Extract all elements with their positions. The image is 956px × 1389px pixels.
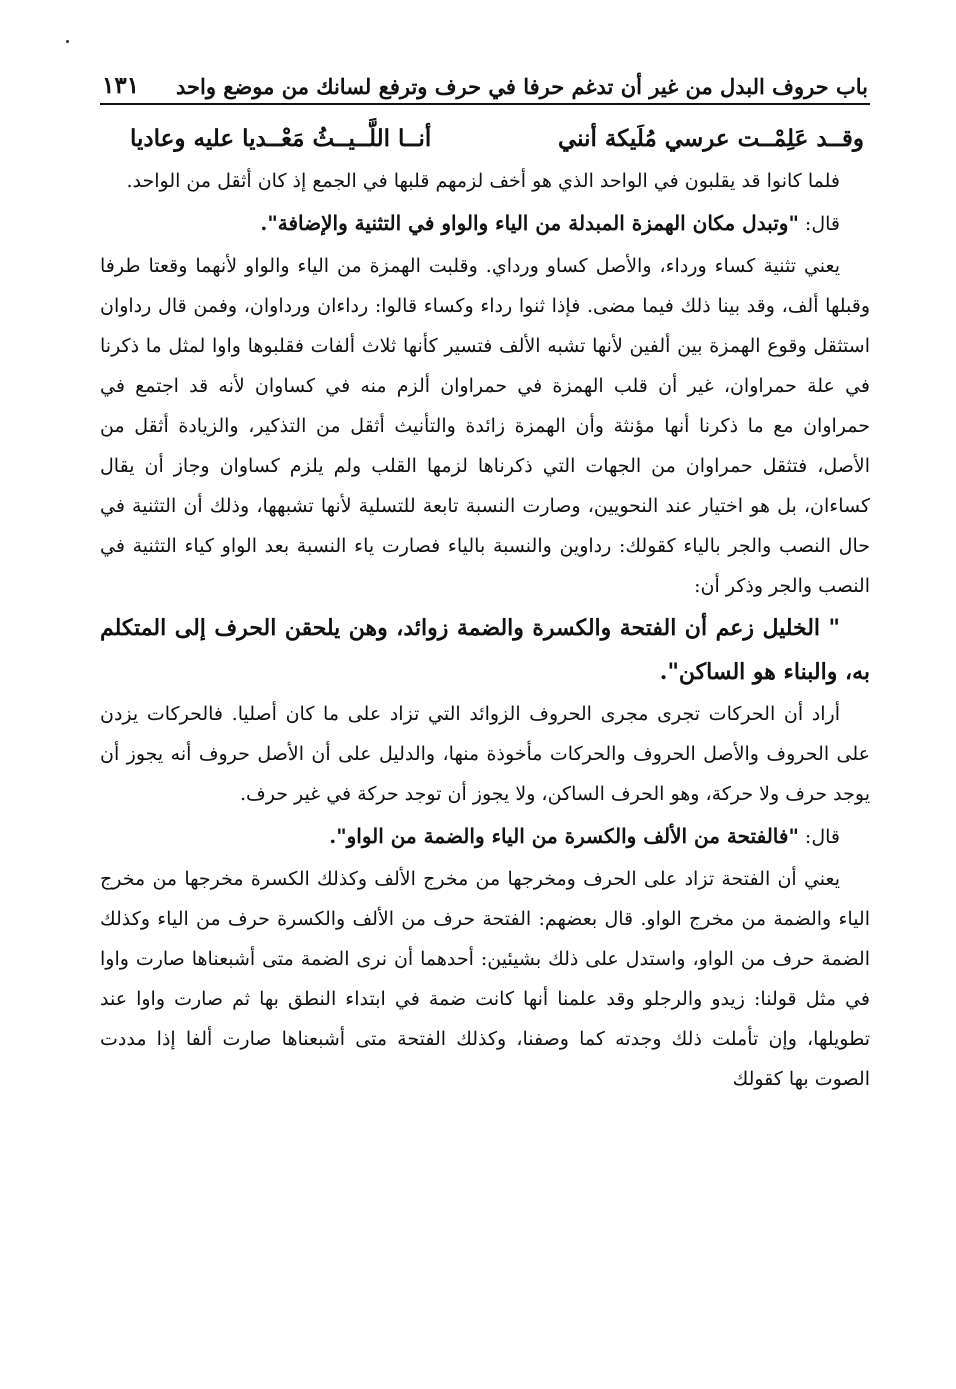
book-page xyxy=(100,55,870,1355)
scan-speck xyxy=(66,40,69,43)
verse-hemistich-left: أنــا اللَّــيــثُ مَعْــديا عليه وعاديا xyxy=(130,125,432,152)
paragraph-1: فلما كانوا قد يقلبون في الواحد الذي هو أخف لزمهم قلبها في الجمع إذ كان أثقل من الواحد. xyxy=(126,170,840,192)
quotation-text: "وتبدل مكان الهمزة المبدلة من الياء والواو في التثنية والإضافة". xyxy=(260,211,799,235)
quotation-3 xyxy=(100,814,870,859)
paragraph-4: يعني أن الفتحة تزاد على الحرف ومخرجها من مخرج الألف وكذلك الكسرة مخرجها من مخرج الياء والضمة من مخرج الواو. قال بعضهم: الفتحة حرف من الألف والكسرة حرف من الياء وكذلك الضمة حرف من الواو، واستدل على ذلك بشيئين: أحدهما أن نرى الضمة متى أشبعناها صارت واوا في مثل قولنا: زيدو والرجلو وقد علمنا أنها كانت ضمة في ابتداء النطق بها ثم صارت واوا عند تطويلها، وإن تأملت ذلك وجدته كما وصفنا، وكذلك الفتحة متى أشبعناها صارت ألفا إذا مددت الصوت بها كقولك xyxy=(100,868,870,1090)
paragraph-3: أراد أن الحركات تجرى مجرى الحروف الزوائد التي تزاد على ما كان أصليا. فالحركات يزدن على الحروف والأصل الحروف والحركات مأخوذة منها، والدليل على أن الأصل حروف أنه يجوز أن يوجد حرف ولا حركة، وهو الحرف الساكن، ولا يجوز أن توجد حركة في غير حرف. xyxy=(100,703,870,805)
quotation-prefix: قال: xyxy=(804,213,840,235)
quotation-2: " الخليل زعم أن الفتحة والكسرة والضمة زوائد، وهن يلحقن الحرف إلى المتكلم به، والبناء هو الساكن". xyxy=(100,615,870,685)
verse-hemistich-right: وقــد عَلِمْــت عرسي مُلَيكة أنني xyxy=(557,125,864,152)
poetry-verse xyxy=(100,121,870,157)
quotation-1 xyxy=(100,201,870,246)
quotation-text: "فالفتحة من الألف والكسرة من الياء والضمة من الواو". xyxy=(329,824,799,848)
quotation-prefix: قال: xyxy=(804,826,840,848)
paragraph-2: يعني تثنية كساء ورداء، والأصل كساو ورداي. وقلبت الهمزة من الياء والواو لأنهما وقعتا طرفا وقبلها ألف، وقد بينا ذلك فيما مضى. فإذا ثنوا رداء وكساء قالوا: رداءان ورداوان، وفمن قال رداوان استثقل وقوع الهمزة بين ألفين لأنها تشبه الألف فتسير كأنها ثلاث ألفات فقلبوها واوا لمثل ما ذكرنا في علة حمراوان، غير أن قلب الهمزة في حمراوان ألزم منه في كساوان لأنه قد اجتمع في حمراوان مع ما ذكرنا أنها مؤنثة وأن الهمزة زائدة والتأنيث أثقل من التذكير، والزيادة أثقل من الأصل، فتثقل حمراوان من الجهات التي ذكرناها لزمها القلب ولم يلزم كساوان وجاز أن يقال كساءان، بل هو اختيار عند النحويين، وصارت النسبة تابعة للتسلية لأنها تشبهها، وذلك أن التثنية في حال النصب والجر بالياء كقولك: رداوين والنسبة بالياء فصارت ياء النسبة بعد الواو كياء التثنية في النصب والجر وذكر أن: xyxy=(100,255,870,597)
page-number: ١٣١ xyxy=(102,72,140,99)
running-header xyxy=(100,55,870,105)
chapter-title: باب حروف البدل من غير أن تدغم حرفا في حرف وترفع لسانك من موضع واحد xyxy=(176,74,868,99)
